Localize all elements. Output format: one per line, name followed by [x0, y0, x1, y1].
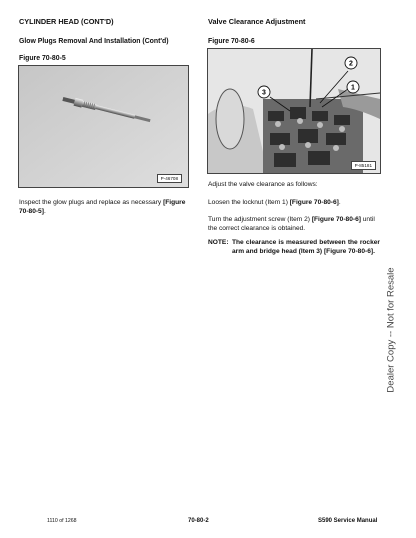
step1-end: .	[338, 199, 341, 206]
figure-label-70-80-5: Figure 70-80-5	[19, 55, 66, 62]
page-count: 1110 of 1268	[47, 518, 77, 524]
callout-3: 3	[262, 89, 266, 97]
step2-end: until the correct clearance is obtained.	[208, 216, 375, 232]
note-label: NOTE:	[208, 239, 229, 246]
callout-1: 1	[351, 84, 355, 92]
figure-reference-link[interactable]: [Figure 70-80-5]	[19, 199, 186, 215]
inspect-text-end: .	[43, 207, 46, 215]
valve-section-title: Valve Clearance Adjustment	[208, 17, 306, 26]
intro-text: Adjust the valve clearance as follows:	[208, 181, 318, 188]
page-number: 70-80-2	[188, 518, 209, 524]
step2-figure-ref[interactable]: [Figure 70-80-6]	[311, 216, 361, 223]
note-text: The clearance is measured between the rocker arm and bridge head (Item 3) [Figure 70-80-6].	[232, 239, 380, 255]
step2-text: Turn the adjustment screw (Item 2)	[208, 216, 312, 223]
valve-photo	[207, 48, 381, 174]
glow-plug-photo	[18, 65, 189, 188]
step1-text: Loosen the locknut (Item 1)	[208, 199, 290, 206]
glow-plug-image	[19, 66, 188, 187]
step1-figure-ref[interactable]: [Figure 70-80-6]	[289, 199, 339, 206]
subsection-title: Glow Plugs Removal And Installation (Cont'd)	[19, 38, 169, 45]
valve-image	[208, 49, 380, 173]
inspect-text: Inspect the glow plugs and replace as necessary	[19, 199, 164, 206]
manual-title: S590 Service Manual	[318, 518, 378, 524]
photo-number: P-46708	[157, 174, 182, 183]
section-title: CYLINDER HEAD (CONT'D)	[19, 17, 114, 26]
step-turn-screw	[208, 216, 383, 233]
dealer-copy-watermark: Dealer Copy -- Not for Resale	[385, 267, 397, 393]
figure-label-70-80-6: Figure 70-80-6	[208, 38, 255, 45]
step-loosen-locknut	[208, 199, 380, 208]
callout-2: 2	[349, 60, 353, 68]
inspect-paragraph	[19, 199, 191, 216]
photo-number-valve: P-85181	[351, 161, 376, 170]
